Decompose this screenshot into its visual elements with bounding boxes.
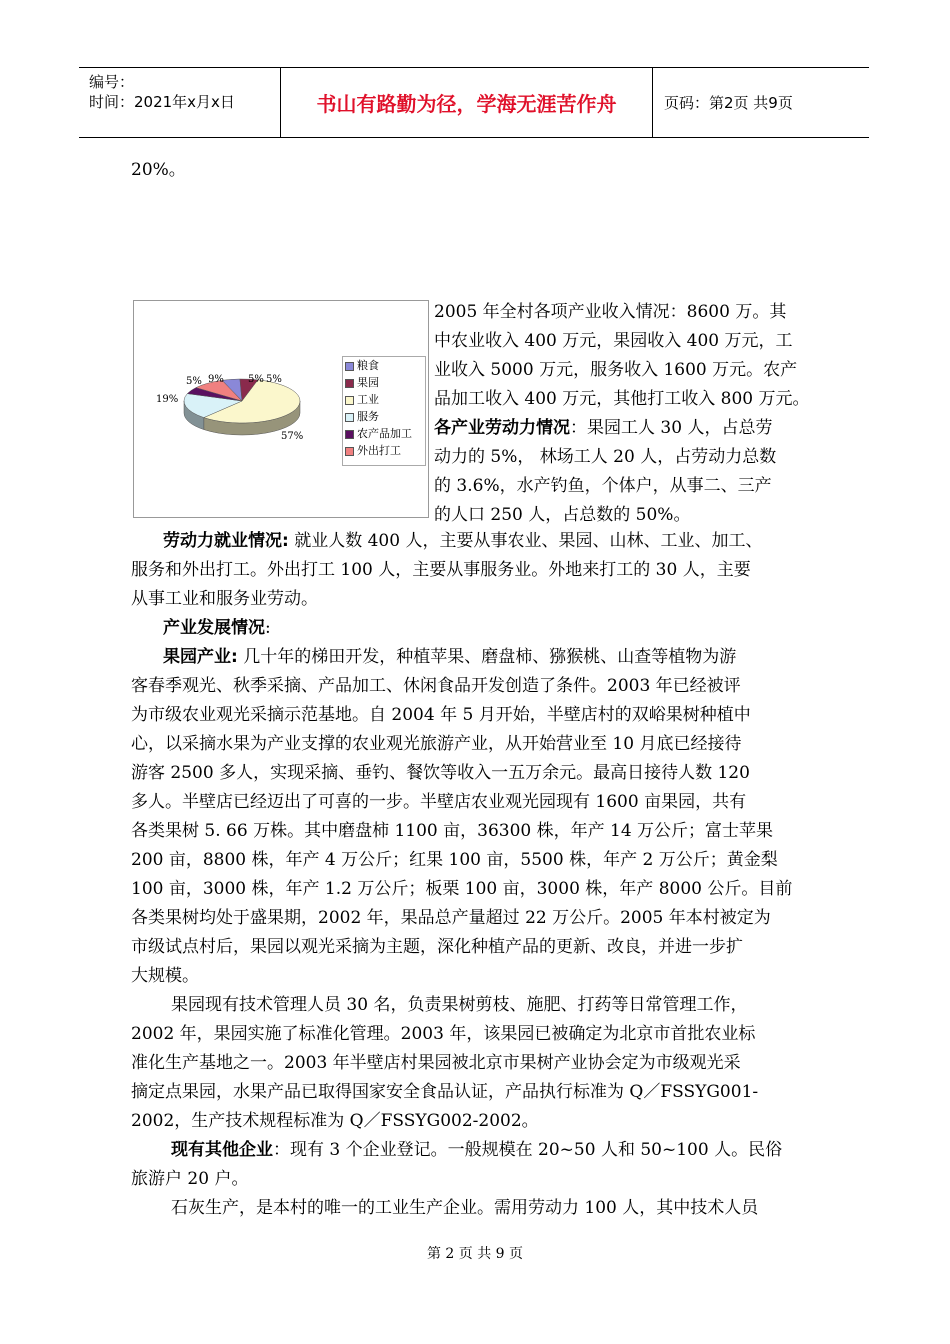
text-line: 动力的 5%， 林场工人 20 人，占劳动力总数: [434, 447, 777, 467]
text-line: 中农业收入 400 万元，果园收入 400 万元，工: [434, 331, 793, 351]
page-footer: 第 2 页 共 9 页: [426, 1246, 524, 1262]
text-line: 准化生产基地之一。2003 年半壁店村果园被北京市果树产业协会定为市级观光采: [131, 1053, 741, 1073]
text-line: 游客 2500 多人，实现采摘、垂钓、餐饮等收入一五万余元。最高日接待人数 120: [131, 763, 750, 783]
text-run: 就业人数 400 人，主要从事农业、果园、山林、工业、加工、: [288, 531, 763, 551]
legend-swatch: [345, 447, 354, 456]
text-line: 从事工业和服务业劳动。: [131, 589, 318, 609]
header-meta: [79, 68, 281, 137]
legend-item: [343, 357, 425, 374]
text-line: 摘定点果园，水果产品已取得国家安全食品认证，产品执行标准为 Q／FSSYG001-: [131, 1082, 759, 1102]
development-heading: 产业发展情况: [163, 618, 265, 638]
text-line: 服务和外出打工。外出打工 100 人，主要从事服务业。外地来打工的 30 人，主要: [131, 560, 751, 580]
text-line: 品加工收入 400 万元，其他打工收入 800 万元。: [434, 389, 810, 409]
text-line: 客春季观光、秋季采摘、产品加工、休闲食品开发创造了条件。2003 年已经被评: [131, 676, 741, 696]
header-page-info: 页码：第2页 共9页: [664, 94, 793, 112]
pie-data-label: 5%: [186, 376, 202, 387]
income-pie-chart: [133, 300, 429, 518]
legend-item: [343, 408, 425, 425]
text-line: 多人。半壁店已经迈出了可喜的一步。半壁店农业观光园现有 1600 亩果园，共有: [131, 792, 747, 812]
text-line: 心，以采摘水果为产业支撑的农业观光旅游产业，从开始营业至 10 月底已经接待: [131, 734, 742, 754]
legend-item: [343, 391, 425, 408]
pie-svg: [134, 331, 344, 501]
legend-label: 工业: [357, 393, 379, 406]
time-label: 时间：2021年x月x日: [89, 93, 235, 111]
legend-item: [343, 442, 425, 459]
text-run: 几十年的梯田开发，种植苹果、磨盘柿、猕猴桃、山查等植物为游: [237, 647, 737, 667]
legend-label: 果园: [357, 376, 379, 389]
legend-label: 外出打工: [357, 444, 401, 457]
number-label: 编号：: [89, 73, 135, 91]
orchard-heading: 果园产业:: [163, 647, 238, 667]
main-text: [131, 527, 851, 1223]
legend-item: [343, 425, 425, 442]
legend-swatch: [345, 362, 354, 371]
text-line: [131, 614, 851, 643]
income-paragraph: [434, 298, 834, 530]
text-line: 的人口 250 人，占总数的 50%。: [434, 505, 691, 525]
text-line: 的 3.6%，水产钓鱼，个体户，从事二、三产: [434, 476, 772, 496]
text-line: 市级试点村后，果园以观光采摘为主题，深化种植产品的更新、改良，并进一步扩: [131, 937, 743, 957]
text-line: 各类果树 5. 66 万株。其中磨盘柿 1100 亩，36300 株，年产 14 万公斤；富士苹果: [131, 821, 774, 841]
text-line: 为市级农业观光采摘示范基地。自 2004 年 5 月开始，半壁店村的双峪果树种植中: [131, 705, 751, 725]
legend-label: 农产品加工: [357, 427, 412, 440]
header-motto: 书山有路勤为径，学海无涯苦作舟: [281, 68, 653, 137]
labor-heading: 各产业劳动力情况: [434, 418, 570, 438]
pie-data-label: 57%: [281, 431, 304, 442]
other-enterprises-heading: 现有其他企业: [171, 1140, 273, 1160]
text-line: [131, 643, 851, 672]
legend-swatch: [345, 413, 354, 422]
legend-swatch: [345, 396, 354, 405]
text-line: 旅游户 20 户。: [131, 1169, 249, 1189]
legend-label: 服务: [357, 410, 379, 423]
text-line: 2002，生产技术规程标准为 Q／FSSYG002-2002。: [131, 1111, 539, 1131]
text-line: 200 亩，8800 株，年产 4 万公斤；红果 100 亩，5500 株，年产 2 万公斤；黄金梨: [131, 850, 778, 870]
text-line: [131, 527, 851, 556]
chart-legend: [342, 356, 426, 466]
pie-data-label: 19%: [156, 394, 179, 405]
page-header: [79, 67, 869, 138]
legend-swatch: [345, 430, 354, 439]
legend-item: [343, 374, 425, 391]
text-line: [131, 1136, 851, 1165]
text-line: [434, 414, 834, 443]
text-run: ：果园工人 30 人，占总劳: [570, 418, 773, 438]
text-line: 石灰生产，是本村的唯一的工业生产企业。需用劳动力 100 人，其中技术人员: [171, 1198, 759, 1218]
text-line: 业收入 5000 万元，服务收入 1600 万元。农产: [434, 360, 798, 380]
legend-label: 粮食: [357, 359, 379, 372]
legend-swatch: [345, 379, 354, 388]
pie-data-label: 5%: [248, 374, 264, 385]
text-line: 大规模。: [131, 966, 199, 986]
text-line: 果园现有技术管理人员 30 名，负责果树剪枝、施肥、打药等日常管理工作，: [171, 995, 748, 1015]
text-line: 2002 年，果园实施了标准化管理。2003 年，该果园已被确定为北京市首批农业标: [131, 1024, 756, 1044]
text-line: 100 亩，3000 株，年产 1.2 万公斤；板栗 100 亩，3000 株，年产 8000 公斤。目前: [131, 879, 793, 899]
text-line: 2005 年全村各项产业收入情况：8600 万。其: [434, 302, 787, 322]
employment-heading: 劳动力就业情况:: [163, 531, 289, 551]
pie-data-label: 5%: [266, 374, 282, 385]
text-run: ：现有 3 个企业登记。一般规模在 20~50 人和 50~100 人。民俗: [273, 1140, 783, 1160]
pie-data-label: 9%: [208, 374, 224, 385]
line-percent: 20%。: [131, 160, 186, 180]
text-line: 各类果树均处于盛果期，2002 年，果品总产量超过 22 万公斤。2005 年本村被定为: [131, 908, 771, 928]
text-run: :: [265, 618, 271, 638]
